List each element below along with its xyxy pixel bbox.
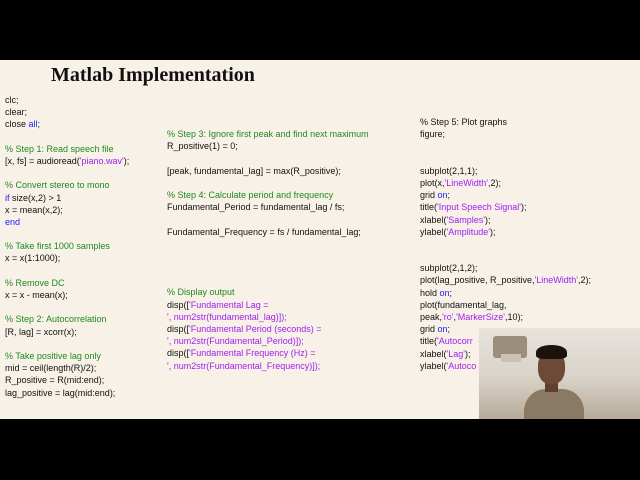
code-token: 'Lag' — [446, 348, 465, 359]
code-token: ); — [123, 155, 130, 166]
code-token: ; — [447, 324, 451, 335]
code-token: ylabel( — [420, 360, 447, 371]
code-line — [420, 299, 591, 311]
code-line — [420, 287, 591, 299]
code-line — [420, 226, 591, 238]
code-token: disp([ — [167, 348, 190, 359]
code-line — [420, 262, 591, 274]
code-line — [5, 106, 129, 118]
code-token: [peak, fundamental_lag] = max(R_positive); — [167, 165, 341, 176]
code-token: % Step 2: Autocorrelation — [5, 314, 107, 325]
code-token: Fundamental_Frequency = fs / fundamental_lag; — [167, 226, 361, 237]
code-line — [167, 140, 369, 152]
code-line — [5, 192, 129, 204]
background-object — [501, 354, 521, 362]
code-line — [167, 262, 369, 274]
code-token: ; — [37, 119, 41, 130]
code-token: % Step 3: Ignore first peak and find next maximum — [167, 129, 369, 139]
code-token: x = x - mean(x); — [5, 290, 68, 300]
code-line — [5, 131, 129, 143]
code-line — [5, 179, 129, 191]
code-line — [420, 250, 591, 262]
code-token: % Step 1: Read speech file — [5, 143, 114, 154]
code-line — [5, 326, 129, 338]
code-token: end — [5, 216, 21, 227]
code-line — [420, 274, 591, 286]
code-token: lag_positive = lag(mid:end); — [5, 387, 116, 398]
code-token: on — [437, 324, 448, 335]
code-token: title( — [420, 202, 438, 213]
code-token: ; — [447, 190, 451, 201]
code-column-left — [5, 94, 129, 399]
code-token: 'piano.wav' — [79, 155, 124, 166]
code-line — [167, 177, 369, 189]
code-token: ,10); — [504, 312, 523, 322]
code-token: plot(fundamental_lag, — [420, 299, 507, 310]
slide-title: Matlab Implementation — [51, 64, 255, 86]
code-line — [5, 289, 129, 301]
code-token: R_positive(1) = 0; — [167, 141, 238, 152]
code-line — [420, 201, 591, 213]
code-token: plot(lag_positive, R_positive, — [420, 275, 535, 286]
code-line — [5, 387, 129, 399]
code-token: xlabel( — [420, 214, 447, 225]
presenter-hair — [536, 345, 567, 359]
code-line — [5, 143, 129, 155]
code-line — [5, 338, 129, 350]
code-token: % Remove DC — [5, 277, 65, 288]
code-line — [5, 301, 129, 313]
code-line — [167, 213, 369, 225]
code-line — [167, 226, 369, 238]
code-token: ,2); — [487, 177, 501, 188]
code-token: title( — [420, 336, 438, 347]
code-token: xlabel( — [420, 348, 447, 359]
code-token: peak, — [420, 312, 443, 322]
code-token: size(x,2) > 1 — [9, 192, 62, 203]
code-token: 'Fundamental Period (seconds) = — [189, 324, 322, 334]
code-token: on — [437, 190, 448, 201]
code-token: 'Autoco — [446, 360, 477, 371]
code-line — [5, 228, 129, 240]
code-line — [167, 286, 369, 298]
code-token: disp([ — [167, 299, 190, 310]
code-line — [167, 152, 369, 164]
code-token: 'Fundamental Frequency (Hz) = — [189, 348, 316, 359]
code-token: Fundamental_Period = fundamental_lag / fs; — [167, 202, 345, 213]
code-token: ,2); — [578, 275, 592, 286]
code-line — [5, 240, 129, 252]
code-token: 'Fundamental Lag = — [189, 299, 269, 310]
code-token: ', num2str(Fundamental_Period)]); — [167, 336, 304, 347]
code-line — [167, 128, 369, 140]
code-line — [5, 204, 129, 216]
code-line — [167, 347, 369, 359]
code-token: grid — [420, 324, 438, 335]
code-token: R_positive = R(mid:end); — [5, 375, 105, 386]
code-token: 'Autocorr — [437, 336, 473, 347]
code-token: plot(x, — [420, 177, 445, 188]
code-line — [167, 323, 369, 335]
code-token: figure; — [420, 129, 446, 140]
code-line — [167, 311, 369, 323]
code-token: x = x(1:1000); — [5, 253, 61, 264]
presentation-slide — [0, 60, 640, 419]
webcam-overlay — [479, 328, 640, 419]
code-column-middle — [167, 128, 369, 372]
code-line — [167, 238, 369, 250]
code-line — [420, 128, 591, 140]
code-token: % Step 5: Plot graphs — [420, 117, 508, 127]
code-line — [420, 165, 591, 177]
code-line — [420, 140, 591, 152]
code-line — [167, 165, 369, 177]
code-line — [5, 313, 129, 325]
code-line — [420, 189, 591, 201]
code-line — [167, 360, 369, 372]
code-line — [167, 201, 369, 213]
code-line — [5, 350, 129, 362]
code-line — [420, 153, 591, 165]
code-token: 'MarkerSize' — [456, 312, 505, 322]
code-token: ', num2str(Fundamental_Frequency)]); — [167, 360, 321, 371]
code-line — [167, 299, 369, 311]
code-token: % Convert stereo to mono — [5, 180, 110, 191]
code-token: , — [453, 312, 456, 322]
code-token: on — [439, 287, 450, 298]
code-line — [5, 265, 129, 277]
code-token: 'Amplitude' — [446, 226, 490, 237]
code-token: ); — [484, 214, 491, 225]
code-token: all — [28, 119, 38, 130]
code-token: ; — [449, 287, 453, 298]
code-token: % Take first 1000 samples — [5, 241, 110, 252]
code-line — [5, 155, 129, 167]
code-token: [R, lag] = xcorr(x); — [5, 326, 77, 337]
code-line — [420, 214, 591, 226]
code-token: ); — [464, 348, 471, 359]
code-token: 'LineWidth' — [534, 275, 579, 286]
code-token: disp([ — [167, 324, 190, 334]
code-token: ', num2str(fundamental_lag)]); — [167, 311, 287, 322]
code-token: % Step 4: Calculate period and frequency — [167, 189, 334, 200]
code-token: hold — [420, 287, 440, 298]
code-token: [x, fs] = audioread( — [5, 155, 80, 166]
code-token: ); — [489, 226, 496, 237]
code-line — [5, 216, 129, 228]
code-token: clc; — [5, 95, 19, 105]
code-token: if — [5, 192, 10, 203]
code-token: 'LineWidth' — [444, 177, 488, 188]
code-line — [420, 177, 591, 189]
code-line — [420, 238, 591, 250]
code-token: clear; — [5, 107, 28, 118]
code-token: 'ro' — [442, 312, 454, 322]
code-token: ); — [521, 202, 527, 213]
code-token: subplot(2,1,2); — [420, 263, 478, 274]
code-token: % Display output — [167, 287, 235, 298]
code-token: x = mean(x,2); — [5, 204, 63, 215]
code-line — [5, 362, 129, 374]
code-line — [420, 116, 591, 128]
code-token: ylabel( — [420, 226, 447, 237]
code-line — [5, 167, 129, 179]
code-token: close — [5, 119, 29, 130]
code-line — [5, 277, 129, 289]
code-line — [5, 374, 129, 386]
code-token: 'Samples' — [446, 214, 485, 225]
code-token: % Take positive lag only — [5, 350, 101, 361]
code-token: subplot(2,1,1); — [420, 165, 478, 176]
code-token: grid — [420, 190, 438, 201]
presenter-torso — [524, 389, 584, 419]
code-token: mid = ceil(length(R)/2); — [5, 363, 97, 374]
code-token: 'Input Speech Signal' — [437, 202, 522, 213]
code-line — [167, 335, 369, 347]
code-line — [5, 94, 129, 106]
code-line — [167, 274, 369, 286]
code-line — [5, 252, 129, 264]
code-line — [167, 250, 369, 262]
code-line — [167, 189, 369, 201]
code-line — [5, 118, 129, 130]
code-line — [420, 311, 591, 323]
